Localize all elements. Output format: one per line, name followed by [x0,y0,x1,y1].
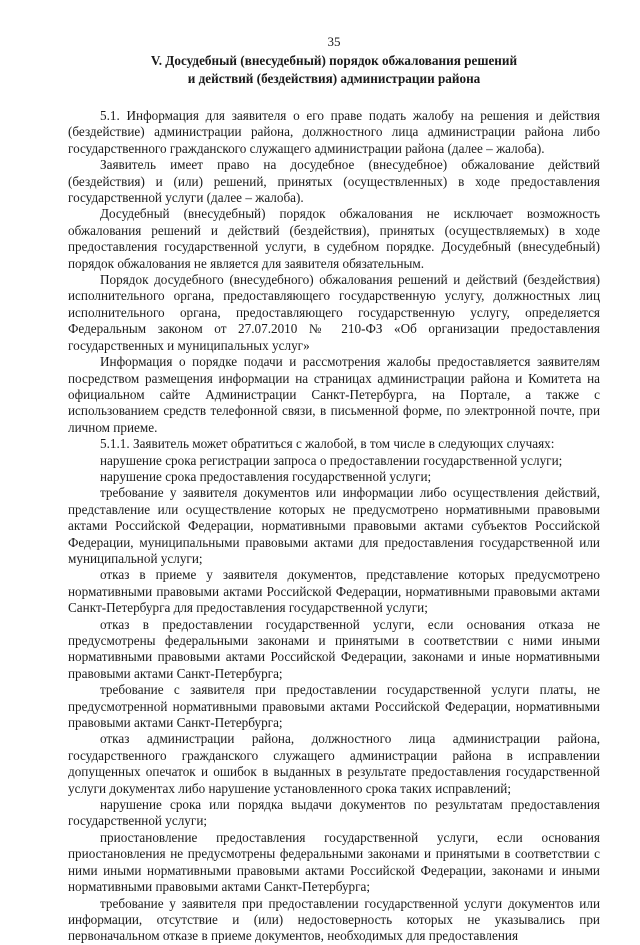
list-item-extra-documents: требование у заявителя документов или информации либо осуществления действий, представление или осуществление которых не предусмотрено нормативными правовыми актами Российской Федерации, нормативными правовыми актами субъектов Российской Федерации, муниципальными правовыми актами для предоставления государственной или муниципальной услуги; [68,485,600,566]
paragraph-procedure-law: Порядок досудебного (внесудебного) обжалования решений и действий (бездействия) исполнительного органа, предоставляющего государственную услугу, должностных лиц исполнительного органа, предоставляющего государственную услугу, определяется Федеральным законом от 27.07.2010 № 210-ФЗ «Об организации предоставления государственных и муниципальных услуг» [68,272,600,353]
section-title [68,52,600,88]
list-item-correction-refusal: отказ администрации района, должностного лица администрации района, государственного гражданского служащего администрации района в исправлении допущенных опечаток и ошибок в выданных в результате предоставления государственной услуги документах либо нарушение установленного срока таких исправлений; [68,731,600,796]
list-item-fee-demand: требование с заявителя при предоставлении государственной услуги платы, не предусмотренной нормативными правовыми актами Российской Федерации, нормативными правовыми актами Санкт-Петербурга; [68,682,600,731]
paragraph-5-1: 5.1. Информация для заявителя о его праве подать жалобу на решения и действия (бездействие) администрации района, должностного лица администрации района либо государственного гражданского служащего администрации района (далее – жалоба). [68,108,600,156]
list-item-suspension: приостановление предоставления государственной услуги, если основания приостановления не предусмотрены федеральными законами и принятыми в соответствии с ними иными нормативными правовыми актами Российской Федерации, законами и иными нормативными правовыми актами Санкт-Петербурга; [68,829,600,895]
paragraph-appeal-right: Заявитель имеет право на досудебное (внесудебное) обжалование действий (бездействия) и (или) решений, принятых (осуществленных) в ходе предоставления государственной услуги (далее – жалоба). [68,157,600,206]
list-item-document-refusal: отказ в приеме у заявителя документов, представление которых предусмотрено нормативными правовыми актами Российской Федерации, нормативными правовыми актами Санкт-Петербурга для предоставления государственной услуги; [68,567,600,616]
section-title-line-2: и действий (бездействия) администрации района [187,71,481,86]
page-number: 35 [327,34,341,49]
list-item-service-refusal: отказ в предоставлении государственной услуги, если основания отказа не предусмотрены федеральными законами и принятыми в соответствии с ними иными нормативными правовыми актами Российской Федерации, законами и иные нормативными правовыми актами Санкт-Петербурга; [68,616,600,681]
paragraph-pretrial-procedure: Досудебный (внесудебный) порядок обжалования не исключает возможность обжалования решений и действий (бездействия), принятых (осуществляемых) в ходе предоставления государственной услуги, в судебном порядке. Досудебный (внесудебный) порядок обжалования не является для заявителя обязательным. [68,206,600,271]
list-item-service-deadline: нарушение срока предоставления государственной услуги; [100,468,432,484]
list-item-registration-deadline: нарушение срока регистрации запроса о предоставлении государственной услуги; [100,452,563,468]
section-title-line-1: V. Досудебный (внесудебный) порядок обжалования решений [150,53,518,68]
document-body [68,108,600,945]
paragraph-complaint-information: Информация о порядке подачи и рассмотрения жалобы предоставляется заявителям посредством размещения информации на страницах администрации района и Комитета на официальном сайте Администрации Санкт-Петербурга, на Портале, а также с использованием средств телефонной связи, в письменной форме, по электронной почте, при личном приеме. [68,354,600,435]
list-item-issue-deadline: нарушение срока или порядка выдачи документов по результатам предоставления государственной услуги; [68,797,600,829]
list-item-missing-information: требование у заявителя при предоставлении государственной услуги документов или информации, отсутствие и (или) недостоверность которых не указывались при первоначальном отказе в приеме документов, необходимых для предоставления [68,895,600,944]
paragraph-5-1-1: 5.1.1. Заявитель может обратиться с жалобой, в том числе в следующих случаях: [100,436,555,452]
